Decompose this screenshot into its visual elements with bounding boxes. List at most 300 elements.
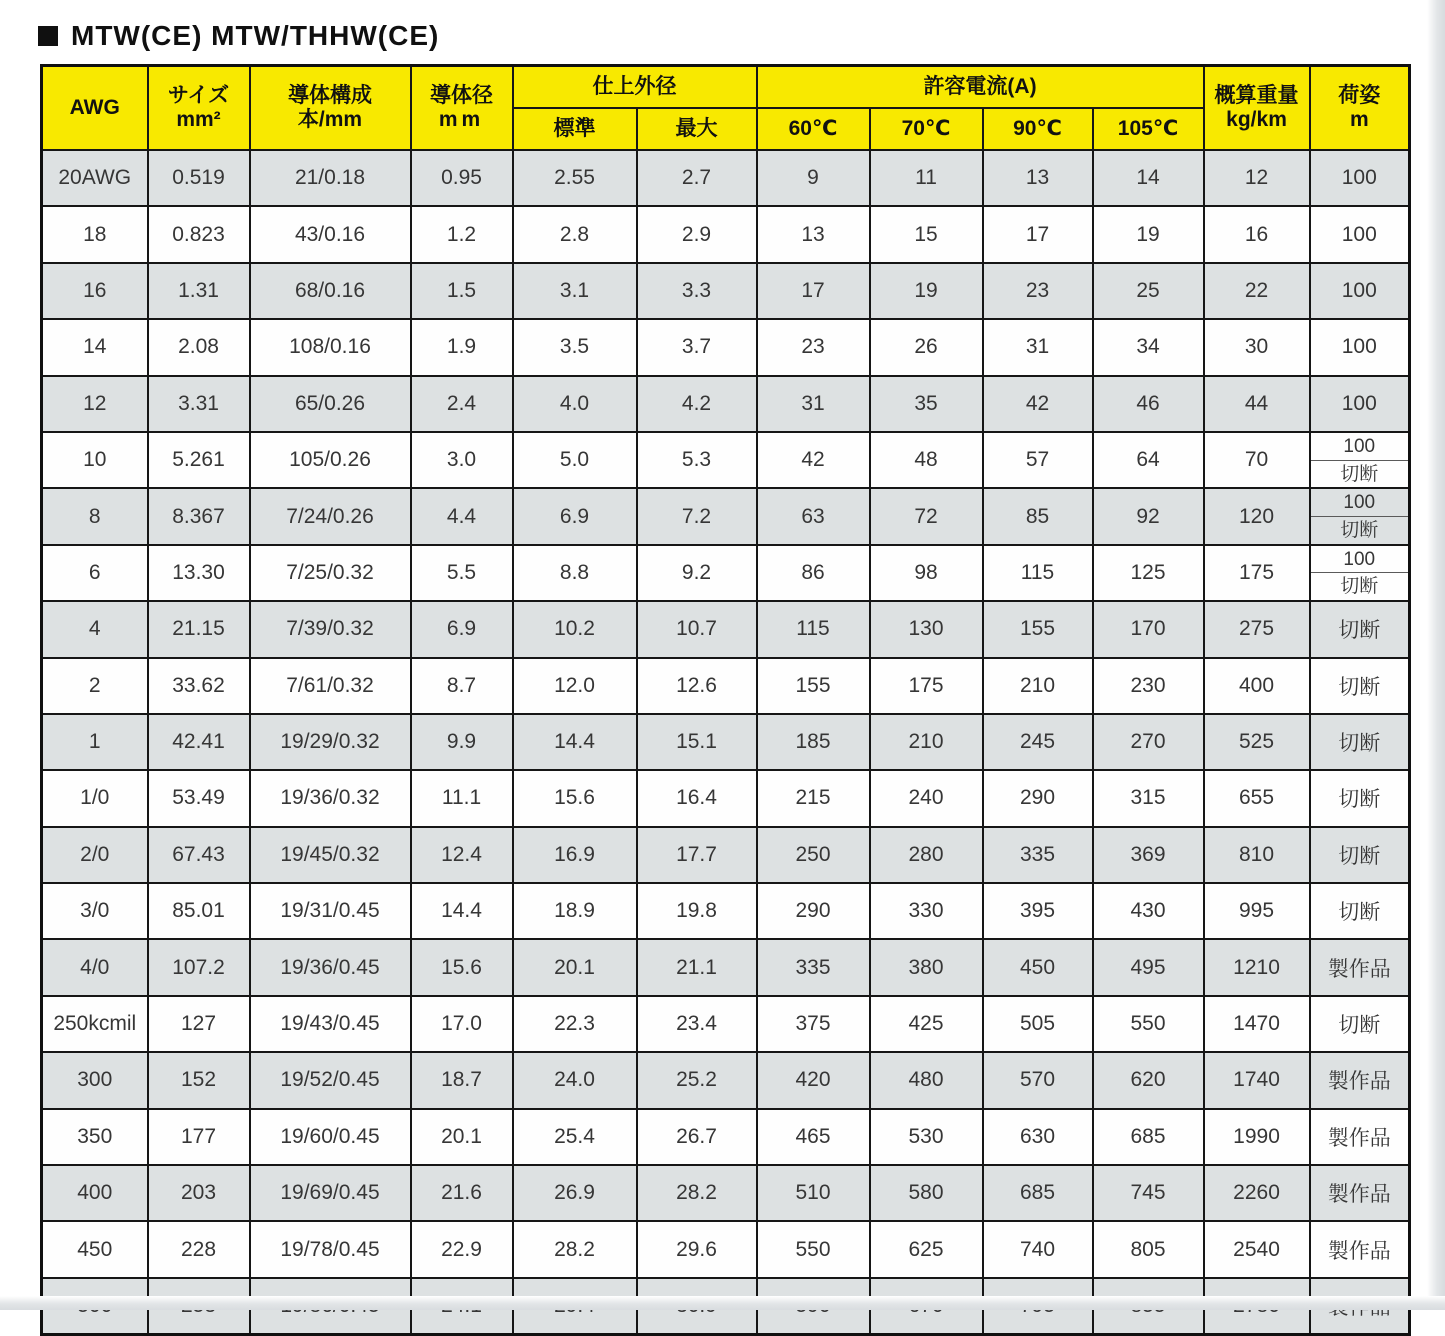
cell-od-max: 28.2 xyxy=(637,1165,757,1221)
cell-composition: 19/36/0.32 xyxy=(250,770,411,826)
cell-composition: 7/61/0.32 xyxy=(250,658,411,714)
cell-od-max: 26.7 xyxy=(637,1109,757,1165)
cell-ampacity-70: 15 xyxy=(870,206,983,262)
scan-edge-bottom xyxy=(0,1296,1445,1310)
packing-value: 切断 xyxy=(1338,675,1381,699)
cell-composition: 19/36/0.45 xyxy=(250,939,411,995)
cell-composition: 68/0.16 xyxy=(250,263,411,319)
cell-od-max: 29.6 xyxy=(637,1221,757,1277)
cell-composition: 19/52/0.45 xyxy=(250,1052,411,1108)
cell-ampacity-105: 125 xyxy=(1093,545,1204,601)
cell-od-max: 25.2 xyxy=(637,1052,757,1108)
table-row xyxy=(42,1052,1410,1108)
cell-diameter: 0.95 xyxy=(411,150,513,206)
packing-value: 切断 xyxy=(1338,788,1381,812)
cell-composition: 19/43/0.45 xyxy=(250,996,411,1052)
cell-ampacity-90: 395 xyxy=(983,883,1093,939)
cell-ampacity-70: 530 xyxy=(870,1109,983,1165)
packing-value: 製作品 xyxy=(1327,1126,1391,1150)
table-row xyxy=(42,488,1410,544)
packing-value: 100 xyxy=(1341,222,1377,246)
table-row xyxy=(42,1165,1410,1221)
table-row xyxy=(42,263,1410,319)
cell-packing xyxy=(1310,1221,1410,1277)
cell-weight: 1740 xyxy=(1204,1052,1310,1108)
cell-diameter: 1.9 xyxy=(411,319,513,375)
cell-diameter: 15.6 xyxy=(411,939,513,995)
cell-ampacity-70: 175 xyxy=(870,658,983,714)
cell-od-standard: 2.55 xyxy=(513,150,637,206)
page-title xyxy=(38,20,439,52)
cell-ampacity-70: 26 xyxy=(870,319,983,375)
cell-composition: 19/45/0.32 xyxy=(250,827,411,883)
cell-awg: 350 xyxy=(42,1109,148,1165)
cell-ampacity-105: 495 xyxy=(1093,939,1204,995)
cell-diameter: 3.0 xyxy=(411,432,513,488)
cell-packing xyxy=(1310,432,1410,488)
header-ampacity-group: 許容電流(A) xyxy=(757,66,1204,109)
cell-weight: 70 xyxy=(1204,432,1310,488)
cell-ampacity-105: 369 xyxy=(1093,827,1204,883)
cell-diameter: 1.2 xyxy=(411,206,513,262)
header-temp-105: 105℃ xyxy=(1093,108,1204,150)
cell-ampacity-105: 34 xyxy=(1093,319,1204,375)
table-row xyxy=(42,319,1410,375)
table-header xyxy=(42,66,1410,151)
packing-value: 切断 xyxy=(1340,463,1379,485)
cell-packing xyxy=(1310,150,1410,206)
cell-od-standard: 25.4 xyxy=(513,1109,637,1165)
cell-awg: 400 xyxy=(42,1165,148,1221)
cell-od-max: 9.2 xyxy=(637,545,757,601)
cell-awg: 250kcmil xyxy=(42,996,148,1052)
cell-awg: 1 xyxy=(42,714,148,770)
cell-composition: 21/0.18 xyxy=(250,150,411,206)
cell-size: 13.30 xyxy=(148,545,250,601)
cell-awg: 20AWG xyxy=(42,150,148,206)
cell-size: 53.49 xyxy=(148,770,250,826)
cell-ampacity-105: 685 xyxy=(1093,1109,1204,1165)
cell-weight: 995 xyxy=(1204,883,1310,939)
cell-awg: 3/0 xyxy=(42,883,148,939)
cell-ampacity-70: 210 xyxy=(870,714,983,770)
cell-ampacity-70: 72 xyxy=(870,488,983,544)
cell-size: 0.519 xyxy=(148,150,250,206)
cell-awg: 2 xyxy=(42,658,148,714)
cell-packing xyxy=(1310,601,1410,657)
cell-od-standard: 12.0 xyxy=(513,658,637,714)
packing-value: 100 xyxy=(1311,489,1409,517)
cell-packing xyxy=(1310,714,1410,770)
cell-ampacity-70: 480 xyxy=(870,1052,983,1108)
packing-value: 100 xyxy=(1341,278,1377,302)
cell-ampacity-70: 625 xyxy=(870,1221,983,1277)
packing-value: 切断 xyxy=(1338,844,1381,868)
packing-value: 100 xyxy=(1311,433,1409,461)
cell-ampacity-60: 375 xyxy=(757,996,870,1052)
cell-ampacity-60: 335 xyxy=(757,939,870,995)
cell-od-standard: 15.6 xyxy=(513,770,637,826)
cell-packing xyxy=(1310,883,1410,939)
table-row xyxy=(42,939,1410,995)
cell-ampacity-105: 550 xyxy=(1093,996,1204,1052)
cell-od-standard: 4.0 xyxy=(513,376,637,432)
cell-weight: 175 xyxy=(1204,545,1310,601)
cell-ampacity-60: 86 xyxy=(757,545,870,601)
table-row xyxy=(42,658,1410,714)
cell-size: 3.31 xyxy=(148,376,250,432)
cell-weight: 12 xyxy=(1204,150,1310,206)
table-row xyxy=(42,545,1410,601)
packing-value: 製作品 xyxy=(1327,1183,1391,1207)
table-row xyxy=(42,206,1410,262)
cell-composition: 19/29/0.32 xyxy=(250,714,411,770)
cell-ampacity-90: 115 xyxy=(983,545,1093,601)
cell-packing xyxy=(1310,206,1410,262)
cell-composition: 108/0.16 xyxy=(250,319,411,375)
cell-diameter: 5.5 xyxy=(411,545,513,601)
cell-ampacity-60: 250 xyxy=(757,827,870,883)
cell-weight: 1470 xyxy=(1204,996,1310,1052)
cell-size: 5.261 xyxy=(148,432,250,488)
cell-od-max: 21.1 xyxy=(637,939,757,995)
cell-od-max: 15.1 xyxy=(637,714,757,770)
cell-ampacity-60: 465 xyxy=(757,1109,870,1165)
cell-weight: 44 xyxy=(1204,376,1310,432)
cell-ampacity-60: 23 xyxy=(757,319,870,375)
cell-od-max: 3.7 xyxy=(637,319,757,375)
cell-od-standard: 10.2 xyxy=(513,601,637,657)
cell-composition: 43/0.16 xyxy=(250,206,411,262)
cell-od-standard: 6.9 xyxy=(513,488,637,544)
header-temp-60: 60℃ xyxy=(757,108,870,150)
cell-od-max: 23.4 xyxy=(637,996,757,1052)
table-body xyxy=(42,150,1410,1335)
cell-ampacity-70: 19 xyxy=(870,263,983,319)
cell-ampacity-90: 57 xyxy=(983,432,1093,488)
cell-packing xyxy=(1310,770,1410,826)
cell-od-standard: 20.1 xyxy=(513,939,637,995)
square-bullet-icon xyxy=(38,26,58,46)
cell-diameter: 11.1 xyxy=(411,770,513,826)
cell-size: 42.41 xyxy=(148,714,250,770)
cell-weight: 30 xyxy=(1204,319,1310,375)
cell-ampacity-60: 420 xyxy=(757,1052,870,1108)
cell-diameter: 6.9 xyxy=(411,601,513,657)
cell-ampacity-70: 580 xyxy=(870,1165,983,1221)
cell-diameter: 12.4 xyxy=(411,827,513,883)
cell-ampacity-70: 240 xyxy=(870,770,983,826)
cell-size: 85.01 xyxy=(148,883,250,939)
packing-value: 100 xyxy=(1311,546,1409,574)
cell-weight: 1210 xyxy=(1204,939,1310,995)
table-row xyxy=(42,883,1410,939)
cell-ampacity-105: 25 xyxy=(1093,263,1204,319)
cell-ampacity-70: 130 xyxy=(870,601,983,657)
cell-ampacity-70: 280 xyxy=(870,827,983,883)
cell-size: 21.15 xyxy=(148,601,250,657)
cell-ampacity-105: 430 xyxy=(1093,883,1204,939)
table-row xyxy=(42,601,1410,657)
cell-packing xyxy=(1310,263,1410,319)
cell-od-max: 12.6 xyxy=(637,658,757,714)
cell-od-max: 2.7 xyxy=(637,150,757,206)
cell-size: 107.2 xyxy=(148,939,250,995)
cell-weight: 1990 xyxy=(1204,1109,1310,1165)
cell-packing xyxy=(1310,319,1410,375)
cell-size: 0.823 xyxy=(148,206,250,262)
cell-weight: 400 xyxy=(1204,658,1310,714)
table-row xyxy=(42,714,1410,770)
header-size: サイズ mm² xyxy=(148,66,250,151)
cell-od-max: 4.2 xyxy=(637,376,757,432)
cell-ampacity-90: 685 xyxy=(983,1165,1093,1221)
cell-size: 33.62 xyxy=(148,658,250,714)
cell-ampacity-60: 185 xyxy=(757,714,870,770)
packing-value: 切断 xyxy=(1338,619,1381,643)
cell-packing xyxy=(1310,996,1410,1052)
packing-value: 100 xyxy=(1341,335,1377,359)
cell-ampacity-70: 11 xyxy=(870,150,983,206)
cell-ampacity-70: 35 xyxy=(870,376,983,432)
wire-spec-table xyxy=(40,64,1411,1336)
packing-value: 製作品 xyxy=(1327,1239,1391,1263)
cell-packing xyxy=(1310,827,1410,883)
cell-ampacity-90: 505 xyxy=(983,996,1093,1052)
cell-composition: 19/60/0.45 xyxy=(250,1109,411,1165)
cell-ampacity-90: 23 xyxy=(983,263,1093,319)
cell-ampacity-60: 115 xyxy=(757,601,870,657)
cell-packing xyxy=(1310,939,1410,995)
cell-awg: 18 xyxy=(42,206,148,262)
page-title-text: MTW(CE) MTW/THHW(CE) xyxy=(71,20,440,51)
cell-ampacity-105: 14 xyxy=(1093,150,1204,206)
cell-od-standard: 22.3 xyxy=(513,996,637,1052)
cell-od-max: 7.2 xyxy=(637,488,757,544)
cell-awg: 300 xyxy=(42,1052,148,1108)
cell-packing xyxy=(1310,376,1410,432)
cell-ampacity-90: 13 xyxy=(983,150,1093,206)
packing-value: 100 xyxy=(1341,391,1377,415)
cell-ampacity-60: 42 xyxy=(757,432,870,488)
cell-od-standard: 14.4 xyxy=(513,714,637,770)
cell-od-standard: 28.2 xyxy=(513,1221,637,1277)
cell-size: 67.43 xyxy=(148,827,250,883)
cell-ampacity-90: 335 xyxy=(983,827,1093,883)
cell-composition: 105/0.26 xyxy=(250,432,411,488)
packing-value: 切断 xyxy=(1340,519,1379,541)
cell-composition: 19/78/0.45 xyxy=(250,1221,411,1277)
cell-weight: 810 xyxy=(1204,827,1310,883)
cell-packing xyxy=(1310,545,1410,601)
scan-edge-right xyxy=(1427,0,1445,1310)
cell-awg: 2/0 xyxy=(42,827,148,883)
table-row xyxy=(42,1109,1410,1165)
cell-od-max: 5.3 xyxy=(637,432,757,488)
header-conductor-diameter: 導体径 mm xyxy=(411,66,513,151)
cell-composition: 19/31/0.45 xyxy=(250,883,411,939)
cell-ampacity-105: 805 xyxy=(1093,1221,1204,1277)
cell-awg: 12 xyxy=(42,376,148,432)
cell-weight: 2260 xyxy=(1204,1165,1310,1221)
table-row xyxy=(42,150,1410,206)
cell-ampacity-105: 230 xyxy=(1093,658,1204,714)
cell-diameter: 4.4 xyxy=(411,488,513,544)
header-conductor-composition: 導体構成 本/mm xyxy=(250,66,411,151)
cell-od-standard: 8.8 xyxy=(513,545,637,601)
cell-awg: 14 xyxy=(42,319,148,375)
cell-awg: 6 xyxy=(42,545,148,601)
cell-size: 203 xyxy=(148,1165,250,1221)
cell-ampacity-90: 245 xyxy=(983,714,1093,770)
cell-ampacity-105: 92 xyxy=(1093,488,1204,544)
cell-awg: 1/0 xyxy=(42,770,148,826)
table-row xyxy=(42,996,1410,1052)
cell-weight: 2540 xyxy=(1204,1221,1310,1277)
cell-composition: 7/25/0.32 xyxy=(250,545,411,601)
cell-awg: 450 xyxy=(42,1221,148,1277)
cell-od-standard: 26.9 xyxy=(513,1165,637,1221)
cell-ampacity-60: 290 xyxy=(757,883,870,939)
cell-packing xyxy=(1310,1165,1410,1221)
header-weight: 概算重量 kg/km xyxy=(1204,66,1310,151)
cell-diameter: 8.7 xyxy=(411,658,513,714)
cell-ampacity-70: 425 xyxy=(870,996,983,1052)
cell-ampacity-90: 85 xyxy=(983,488,1093,544)
cell-ampacity-105: 270 xyxy=(1093,714,1204,770)
cell-awg: 4 xyxy=(42,601,148,657)
cell-weight: 120 xyxy=(1204,488,1310,544)
cell-ampacity-90: 570 xyxy=(983,1052,1093,1108)
cell-ampacity-90: 210 xyxy=(983,658,1093,714)
cell-ampacity-70: 380 xyxy=(870,939,983,995)
header-od-standard: 標準 xyxy=(513,108,637,150)
cell-awg: 16 xyxy=(42,263,148,319)
cell-od-standard: 24.0 xyxy=(513,1052,637,1108)
cell-size: 228 xyxy=(148,1221,250,1277)
cell-od-standard: 16.9 xyxy=(513,827,637,883)
cell-od-standard: 18.9 xyxy=(513,883,637,939)
cell-composition: 7/24/0.26 xyxy=(250,488,411,544)
cell-ampacity-105: 19 xyxy=(1093,206,1204,262)
cell-packing xyxy=(1310,1109,1410,1165)
cell-od-standard: 2.8 xyxy=(513,206,637,262)
packing-value: 製作品 xyxy=(1327,957,1391,981)
packing-value: 切断 xyxy=(1340,576,1379,598)
cell-diameter: 20.1 xyxy=(411,1109,513,1165)
cell-ampacity-70: 48 xyxy=(870,432,983,488)
table-row xyxy=(42,376,1410,432)
cell-awg: 10 xyxy=(42,432,148,488)
cell-size: 127 xyxy=(148,996,250,1052)
cell-ampacity-60: 13 xyxy=(757,206,870,262)
cell-ampacity-60: 17 xyxy=(757,263,870,319)
cell-diameter: 1.5 xyxy=(411,263,513,319)
cell-awg: 4/0 xyxy=(42,939,148,995)
cell-ampacity-60: 155 xyxy=(757,658,870,714)
cell-od-max: 2.9 xyxy=(637,206,757,262)
cell-composition: 19/69/0.45 xyxy=(250,1165,411,1221)
cell-ampacity-60: 510 xyxy=(757,1165,870,1221)
table-row xyxy=(42,770,1410,826)
cell-ampacity-60: 63 xyxy=(757,488,870,544)
cell-weight: 525 xyxy=(1204,714,1310,770)
packing-value: 切断 xyxy=(1338,901,1381,925)
packing-value: 100 xyxy=(1341,166,1377,190)
cell-weight: 655 xyxy=(1204,770,1310,826)
cell-od-max: 17.7 xyxy=(637,827,757,883)
cell-packing xyxy=(1310,1052,1410,1108)
table-row xyxy=(42,827,1410,883)
cell-ampacity-90: 155 xyxy=(983,601,1093,657)
header-temp-90: 90℃ xyxy=(983,108,1093,150)
cell-weight: 22 xyxy=(1204,263,1310,319)
cell-diameter: 18.7 xyxy=(411,1052,513,1108)
header-od-max: 最大 xyxy=(637,108,757,150)
packing-value: 切断 xyxy=(1338,1014,1381,1038)
packing-value: 製作品 xyxy=(1327,1070,1391,1094)
cell-ampacity-105: 315 xyxy=(1093,770,1204,826)
cell-size: 177 xyxy=(148,1109,250,1165)
cell-packing xyxy=(1310,658,1410,714)
cell-ampacity-90: 740 xyxy=(983,1221,1093,1277)
cell-ampacity-70: 98 xyxy=(870,545,983,601)
cell-composition: 65/0.26 xyxy=(250,376,411,432)
cell-ampacity-60: 9 xyxy=(757,150,870,206)
cell-packing xyxy=(1310,488,1410,544)
cell-ampacity-105: 745 xyxy=(1093,1165,1204,1221)
cell-od-max: 16.4 xyxy=(637,770,757,826)
cell-awg: 8 xyxy=(42,488,148,544)
cell-od-max: 3.3 xyxy=(637,263,757,319)
cell-od-max: 10.7 xyxy=(637,601,757,657)
cell-size: 1.31 xyxy=(148,263,250,319)
packing-value: 切断 xyxy=(1338,732,1381,756)
cell-composition: 7/39/0.32 xyxy=(250,601,411,657)
cell-diameter: 17.0 xyxy=(411,996,513,1052)
cell-diameter: 22.9 xyxy=(411,1221,513,1277)
cell-ampacity-90: 42 xyxy=(983,376,1093,432)
cell-ampacity-90: 17 xyxy=(983,206,1093,262)
cell-ampacity-105: 620 xyxy=(1093,1052,1204,1108)
cell-ampacity-60: 31 xyxy=(757,376,870,432)
cell-od-standard: 5.0 xyxy=(513,432,637,488)
cell-ampacity-90: 31 xyxy=(983,319,1093,375)
header-temp-70: 70℃ xyxy=(870,108,983,150)
cell-ampacity-90: 290 xyxy=(983,770,1093,826)
cell-od-standard: 3.1 xyxy=(513,263,637,319)
cell-ampacity-60: 550 xyxy=(757,1221,870,1277)
cell-ampacity-90: 630 xyxy=(983,1109,1093,1165)
cell-ampacity-105: 64 xyxy=(1093,432,1204,488)
header-finished-od-group: 仕上外径 xyxy=(513,66,757,109)
cell-size: 8.367 xyxy=(148,488,250,544)
cell-ampacity-105: 170 xyxy=(1093,601,1204,657)
cell-ampacity-90: 450 xyxy=(983,939,1093,995)
cell-diameter: 14.4 xyxy=(411,883,513,939)
cell-weight: 275 xyxy=(1204,601,1310,657)
table-row xyxy=(42,432,1410,488)
header-packing: 荷姿 m xyxy=(1310,66,1410,151)
cell-ampacity-70: 330 xyxy=(870,883,983,939)
cell-weight: 16 xyxy=(1204,206,1310,262)
cell-od-max: 19.8 xyxy=(637,883,757,939)
table-row xyxy=(42,1221,1410,1277)
cell-diameter: 9.9 xyxy=(411,714,513,770)
cell-size: 152 xyxy=(148,1052,250,1108)
cell-ampacity-105: 46 xyxy=(1093,376,1204,432)
cell-diameter: 21.6 xyxy=(411,1165,513,1221)
